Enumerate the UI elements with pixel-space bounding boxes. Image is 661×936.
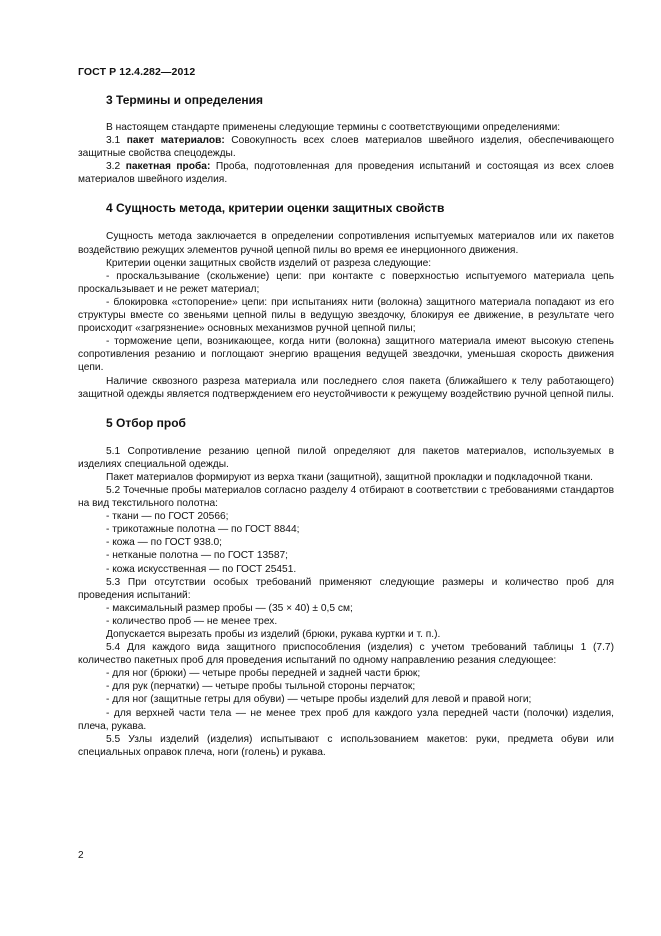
list-item: - для рук (перчатки) — четыре пробы тыльной стороны перчаток; xyxy=(106,681,416,693)
clause-5-5: 5.5 Узлы изделий (изделия) испытывают с использованием макетов: руки, предмета обуви или специальных оправок плеча, ноги (голень) и рукава. xyxy=(78,733,614,758)
term-number: 3.2 xyxy=(106,161,121,173)
paragraph: Пакет материалов формируют из верха ткани (защитной), защитной прокладки и подкладочной ткани. xyxy=(106,471,593,483)
paragraph: Критерии оценки защитных свойств изделий от разреза следующие: xyxy=(106,257,432,269)
list-item: - максимальный размер пробы — (35 × 40) ± 0,5 см; xyxy=(106,602,353,614)
term-name: пакет материалов: xyxy=(126,135,225,147)
clause-5-2: 5.2 Точечные пробы материалов согласно разделу 4 отбирают в соответствии с требованиями стандартов на вид текстильного полотна: xyxy=(78,484,614,510)
clause-5-1: 5.1 Сопротивление резанию цепной пилой определяют для пакетов материалов, используемых в изделиях специальной одежды. xyxy=(78,445,614,470)
document-body xyxy=(78,93,614,759)
list-item: - проскальзывание (скольжение) цепи: при контакте с поверхностью испытуемого материала цепь проскальзывает и не режет материал; xyxy=(78,270,614,295)
section-3-heading: 3 Термины и определения xyxy=(106,93,264,107)
list-item: - ткани — по ГОСТ 20566; xyxy=(106,511,229,523)
list-item: - для ног (защитные гетры для обуви) — четыре пробы изделий для левой и правой ноги; xyxy=(106,694,532,706)
term-number: 3.1 xyxy=(106,135,121,147)
paragraph: Сущность метода заключается в определении сопротивления испытуемых материалов или их пакетов воздействию режущих элементов ручной цепной пилы во время ее инерционного движения. xyxy=(78,231,614,256)
list-item: - количество проб — не менее трех. xyxy=(106,615,278,627)
term-3-1 xyxy=(78,134,614,160)
list-item: - кожа — по ГОСТ 938.0; xyxy=(106,537,222,549)
section-3-intro: В настоящем стандарте применены следующие термины с соответствующими определениями: xyxy=(106,122,561,133)
list-item: - кожа искусственная — по ГОСТ 25451. xyxy=(106,563,297,575)
list-item: - нетканые полотна — по ГОСТ 13587; xyxy=(106,550,289,562)
term-definition: Совокупность всех слоев материалов швейного изделия, обеспечивающего защитные свойства спецодежды. xyxy=(78,135,614,160)
term-definition: Проба, подготовленная для проведения испытаний и состоящая из всех слоев материалов швейного изделия. xyxy=(78,161,614,186)
list-item: - блокировка «стопорение» цепи: при испытаниях нити (волокна) защитного материала попадают из его структуры вместе со звеньями цепной пилы в ведущую звездочку, блокируя ее движение, в результате чего происходит «загрязнение» основных механизмов ручной цепной пилы; xyxy=(78,296,614,335)
section-5-heading: 5 Отбор проб xyxy=(106,415,186,430)
list-item: - для верхней части тела — не менее трех проб для каждого узла передней части (полочки) изделия, плеча, рукава. xyxy=(78,707,614,732)
section-4-heading: 4 Сущность метода, критерии оценки защитных свойств xyxy=(106,201,445,216)
clause-5-4: 5.4 Для каждого вида защитного приспособления (изделия) с учетом требований таблицы 1 (7.7) количество пакетных проб для проведения испытаний по одному направлению резания следующее: xyxy=(78,642,614,667)
standard-header: ГОСТ Р 12.4.282—2012 xyxy=(78,66,196,78)
list-item: - торможение цепи, возникающее, когда нити (волокна) защитного материала имеют высокую степень сопротивления резанию и поглощают энергию вращения ведущей звездочки, уменьшая скорость движения цепи. xyxy=(78,336,614,374)
list-item: - для ног (брюки) — четыре пробы передней и задней части брюк; xyxy=(106,668,421,680)
paragraph: Наличие сквозного разреза материала или последнего слоя пакета (ближайшего к телу работающего) защитной одежды является подтверждением его неустойчивости к режущему воздействию ручной цепной пилы. xyxy=(78,375,614,400)
list-item: - трикотажные полотна — по ГОСТ 8844; xyxy=(106,524,300,536)
paragraph: Допускается вырезать пробы из изделий (брюки, рукава куртки и т. п.). xyxy=(106,629,441,640)
term-name: пакетная проба: xyxy=(125,161,211,173)
page-number: 2 xyxy=(78,850,84,861)
term-3-2 xyxy=(78,160,614,186)
clause-5-3: 5.3 При отсутствии особых требований применяют следующие размеры и количество проб для проведения испытаний: xyxy=(78,576,614,601)
